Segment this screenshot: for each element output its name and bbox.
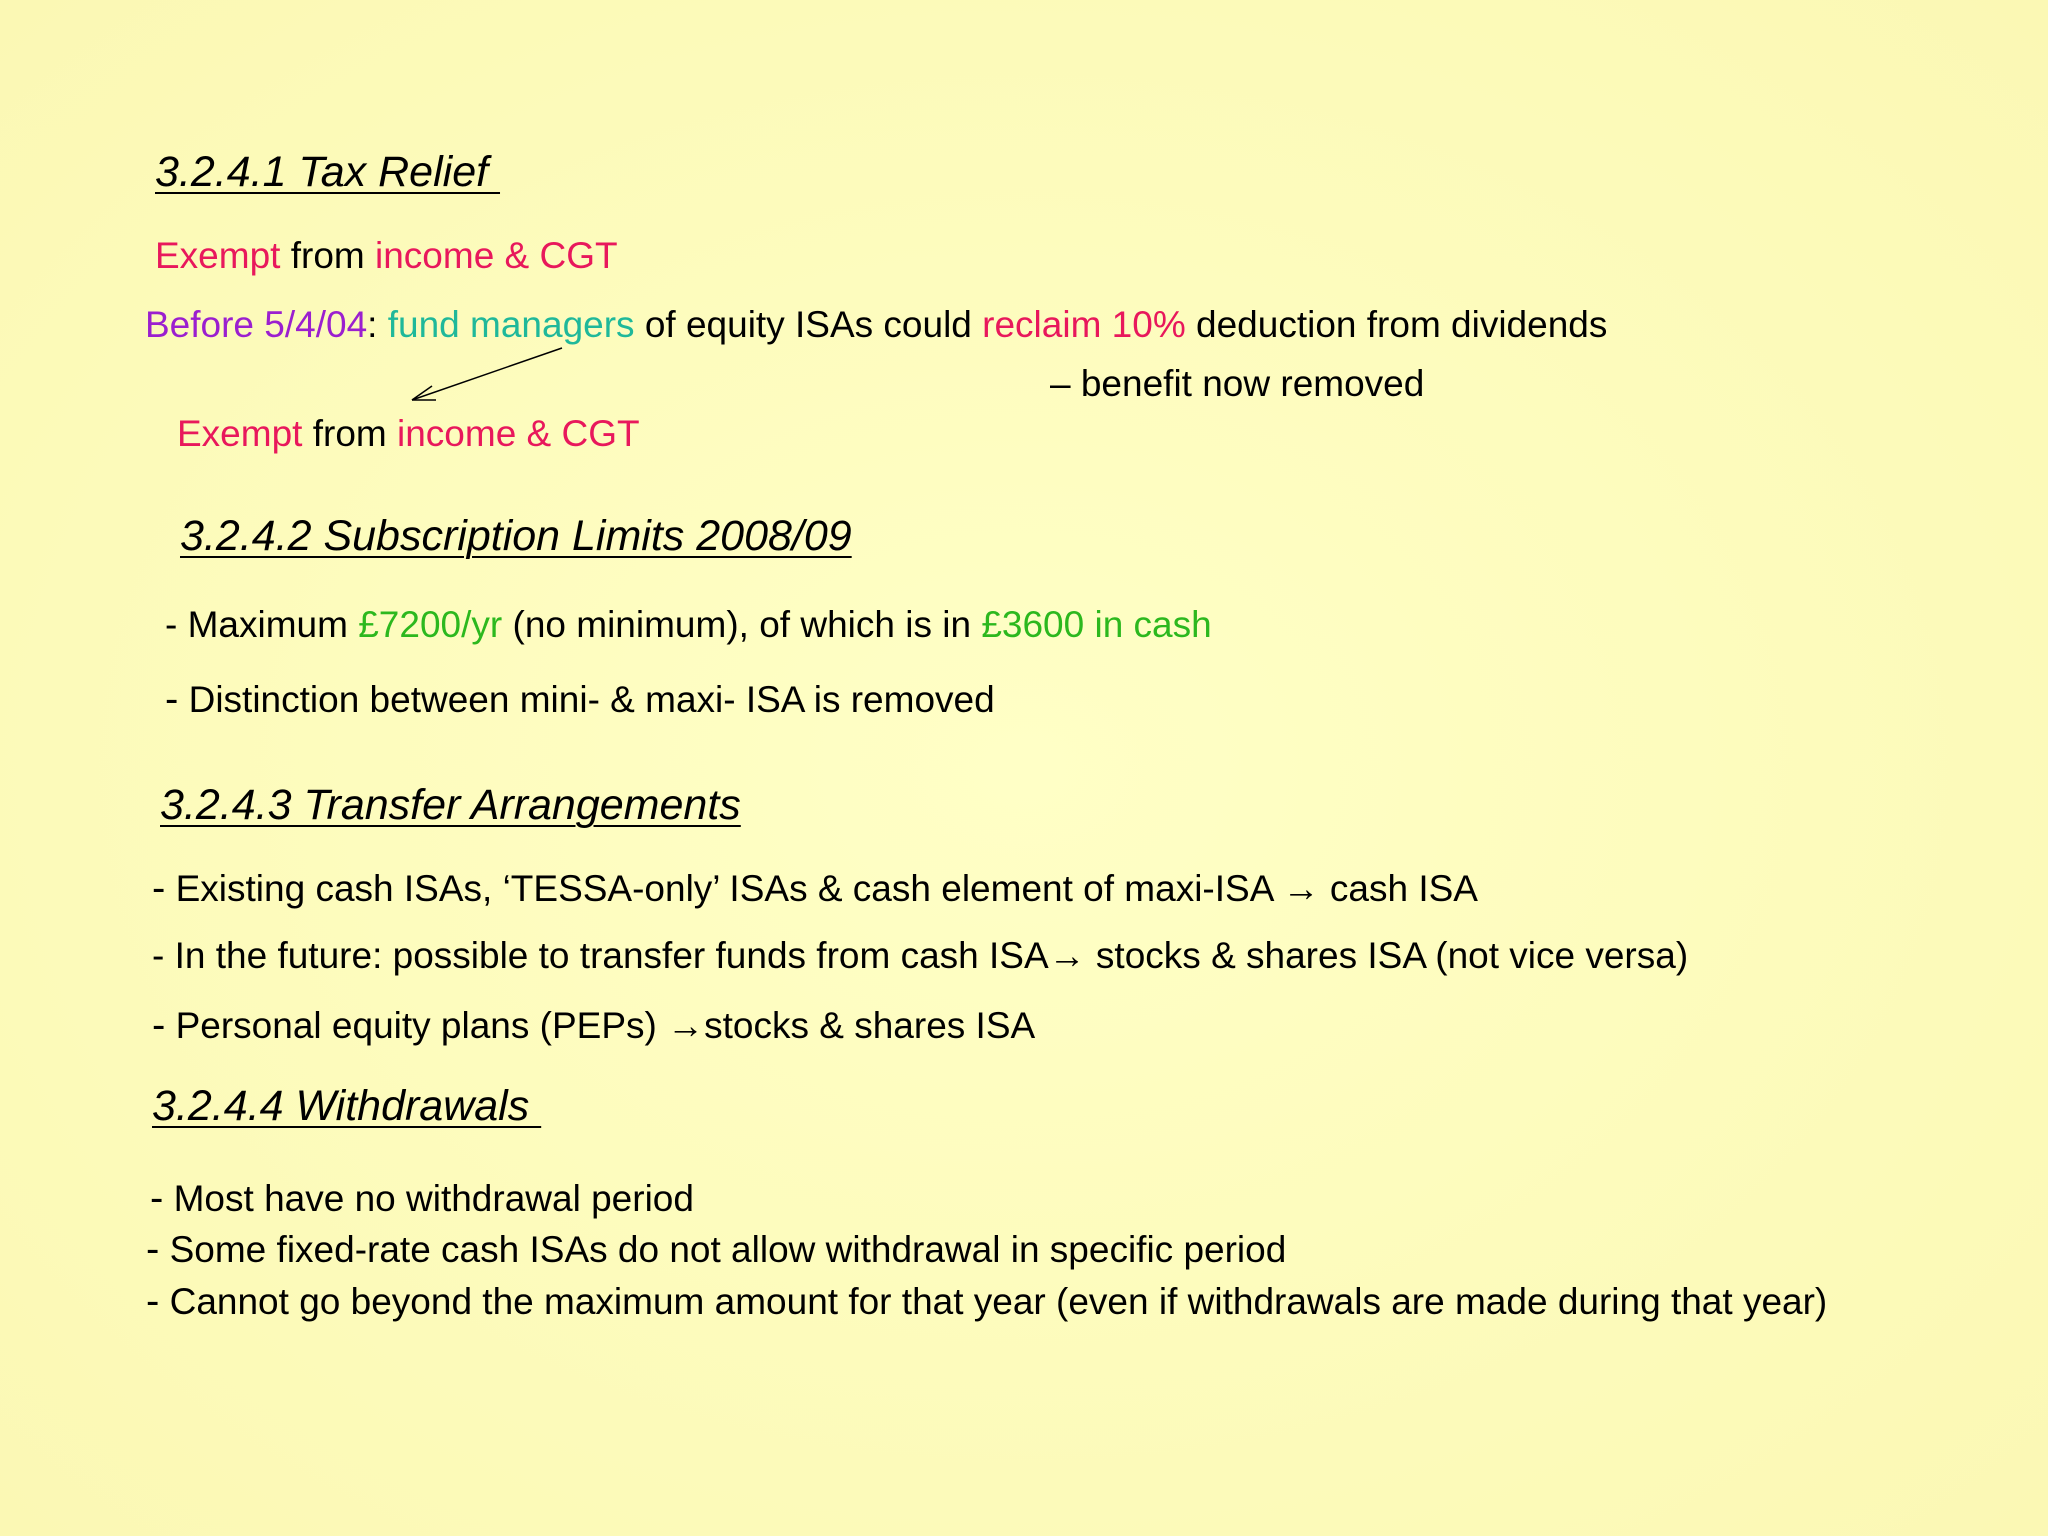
equity-isas-text: of equity ISAs could	[634, 304, 983, 345]
fund-managers-label: fund managers	[387, 304, 635, 345]
from-text: from	[280, 235, 375, 276]
bullet-dash: -	[152, 1003, 166, 1047]
no-minimum-text: (no minimum), of which is in	[502, 604, 982, 645]
fund-managers-line	[145, 304, 1607, 346]
withdrawal-text-2: Some fixed-rate cash ISAs do not allow withdrawal in specific period	[159, 1229, 1287, 1270]
withdrawal-bullet-1	[150, 1176, 694, 1221]
tax-relief-exempt-line	[155, 235, 618, 277]
bullet-dash: -	[152, 866, 166, 910]
income-cgt-label: income & CGT	[397, 413, 640, 454]
annual-amount-label: £7200/yr	[358, 604, 503, 645]
section-heading-withdrawals: 3.2.4.4 Withdrawals	[152, 1082, 542, 1130]
distinction-bullet	[165, 677, 995, 722]
deduction-text: deduction from dividends	[1185, 304, 1608, 345]
right-arrow-icon: →	[1282, 868, 1320, 909]
maximum-subscription-bullet	[165, 604, 1212, 646]
annotation-arrow-icon	[400, 340, 580, 410]
fund-managers-exempt-line	[177, 413, 640, 455]
bullet-dash: -	[146, 1279, 160, 1323]
bullet-dash: -	[150, 1176, 164, 1220]
right-arrow-icon: →	[667, 1005, 705, 1046]
cash-limit-label: £3600 in cash	[981, 604, 1212, 645]
stocks-shares-text: stocks & shares ISA (not vice versa)	[1085, 935, 1689, 976]
withdrawal-text-1: Most have no withdrawal period	[163, 1178, 694, 1219]
bullet-dash: -	[165, 677, 179, 721]
distinction-text: Distinction between mini- & maxi- ISA is removed	[178, 679, 995, 720]
section-heading-transfer-arrangements: 3.2.4.3 Transfer Arrangements	[160, 781, 741, 829]
withdrawal-text-3: Cannot go beyond the maximum amount for that year (even if withdrawals are made during that year)	[159, 1281, 1828, 1322]
benefit-removed-note: – benefit now removed	[1050, 363, 1425, 404]
existing-cash-isas-bullet	[152, 866, 1478, 911]
income-cgt-label: income & CGT	[375, 235, 618, 276]
exempt-label: Exempt	[155, 235, 281, 276]
existing-cash-text: Existing cash ISAs, ‘TESSA-only’ ISAs & cash element of maxi-ISA	[165, 868, 1283, 909]
bullet-dash: -	[146, 1227, 160, 1271]
withdrawal-bullet-2	[146, 1227, 1286, 1272]
stocks-shares-text: stocks & shares ISA	[704, 1005, 1036, 1046]
exempt-label: Exempt	[177, 413, 303, 454]
future-transfer-text: - In the future: possible to transfer funds from cash ISA	[152, 935, 1049, 976]
before-date-label: Before 5/4/04	[145, 304, 368, 345]
section-heading-subscription-limits: 3.2.4.2 Subscription Limits 2008/09	[180, 512, 852, 560]
colon-text: :	[367, 304, 388, 345]
future-transfer-bullet	[152, 935, 1688, 977]
withdrawal-bullet-3	[146, 1279, 1827, 1324]
peps-bullet	[152, 1003, 1035, 1048]
cash-isa-text: cash ISA	[1319, 868, 1478, 909]
right-arrow-icon: →	[1048, 935, 1086, 976]
section-heading-tax-relief: 3.2.4.1 Tax Relief	[155, 148, 501, 196]
reclaim-label: reclaim 10%	[982, 304, 1186, 345]
from-text: from	[302, 413, 397, 454]
maximum-prefix: - Maximum	[165, 604, 359, 645]
peps-text: Personal equity plans (PEPs)	[165, 1005, 668, 1046]
